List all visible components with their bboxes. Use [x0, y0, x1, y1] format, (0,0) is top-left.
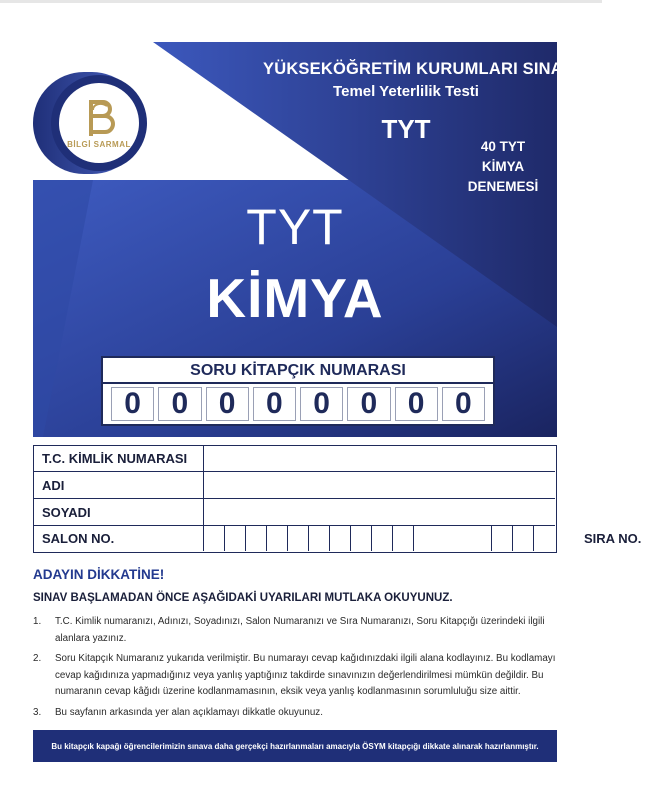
- instruction-number: 3.: [33, 706, 42, 718]
- salon-cell[interactable]: [267, 526, 288, 551]
- booklet-digit: 0: [253, 387, 296, 421]
- surname-label: SOYADI: [34, 499, 204, 525]
- deneme-line-3: DENEMESİ: [467, 179, 539, 194]
- booklet-digit: 0: [347, 387, 390, 421]
- salon-cells: [204, 526, 414, 551]
- sira-cell[interactable]: [492, 526, 513, 551]
- top-divider: [0, 0, 602, 3]
- instruction-list: [33, 614, 563, 725]
- booklet-digit: 0: [206, 387, 249, 421]
- salon-cell[interactable]: [288, 526, 309, 551]
- instruction-number: 1.: [33, 616, 42, 627]
- salon-row: [34, 526, 642, 551]
- booklet-number-title: SORU KİTAPÇIK NUMARASI: [103, 358, 493, 384]
- cover-header: [33, 42, 578, 437]
- sira-label: SIRA NO.: [584, 531, 642, 546]
- subject-title: KİMYA: [206, 267, 384, 329]
- salon-sira-field: [204, 526, 642, 551]
- sira-cell[interactable]: [534, 526, 555, 551]
- logo-text: BİLGİ SARMAL: [67, 139, 131, 149]
- exam-title: YÜKSEKÖĞRETİM KURUMLARI SINAVI: [263, 60, 578, 78]
- booklet-digit: 0: [111, 387, 154, 421]
- attention-heading: ADAYIN DİKKATİNE!: [33, 567, 165, 582]
- salon-cell[interactable]: [204, 526, 225, 551]
- salon-cell[interactable]: [309, 526, 330, 551]
- tc-row: [34, 446, 555, 472]
- tc-field[interactable]: [204, 446, 555, 471]
- warning-heading: SINAV BAŞLAMADAN ÖNCE AŞAĞIDAKİ UYARILARI MUTLAKA OKUYUNUZ.: [33, 592, 453, 604]
- salon-cell[interactable]: [225, 526, 246, 551]
- exam-code: TYT: [381, 114, 431, 144]
- salon-cell[interactable]: [330, 526, 351, 551]
- instruction-text: T.C. Kimlik numaranızı, Adınızı, Soyadınızı, Salon Numaranızı ve Sıra Numaranızı, Soru Kitapçığı üzerindeki ilgili alanlara yazınız.: [55, 616, 545, 644]
- deneme-line-1: 40 TYT: [480, 139, 526, 154]
- instruction-item: [33, 614, 563, 647]
- salon-cell[interactable]: [372, 526, 393, 551]
- surname-row: [34, 499, 555, 526]
- instruction-item: [33, 705, 563, 722]
- booklet-digit: 0: [395, 387, 438, 421]
- name-field[interactable]: [204, 472, 555, 498]
- footer-note: Bu kitapçık kapağı öğrencilerimizin sınava daha gerçekçi hazırlanmaları amacıyla ÖSYM kitapçığı dikkate alınarak hazırlanmıştır.: [33, 730, 557, 762]
- name-label: ADI: [34, 472, 204, 498]
- booklet-digit: 0: [158, 387, 201, 421]
- instruction-number: 2.: [33, 653, 42, 664]
- booklet-number-box: [101, 356, 495, 426]
- instruction-text: Soru Kitapçık Numaranız yukarıda verilmiştir. Bu numarayı cevap kağıdınızdaki ilgili alana kodlayınız. Bu kodlamayı cevap kağıdınıza yapmadığınız veya yanlış yaptığınız takdirde sınavınızın değerlendirilmesi mümkün değildir. Bu numaranın cevap kâğıdı üzerine kodlanmamasının, eksik veya yanlış kodlanmasının sorumluluğu size aittir.: [55, 653, 556, 697]
- instruction-text: Bu sayfanın arkasında yer alan açıklamayı dikkatle okuyunuz.: [55, 706, 323, 718]
- deneme-label: [453, 137, 553, 197]
- surname-field[interactable]: [204, 499, 555, 525]
- tc-label: T.C. KİMLİK NUMARASI: [34, 446, 204, 471]
- big-exam-code: TYT: [246, 199, 344, 255]
- salon-cell[interactable]: [393, 526, 414, 551]
- instruction-item: [33, 651, 563, 701]
- sira-cells: [491, 526, 555, 551]
- sira-cell[interactable]: [513, 526, 534, 551]
- candidate-info-table: [33, 445, 642, 553]
- bilgi-sarmal-logo-icon: [81, 98, 117, 138]
- salon-label: SALON NO.: [34, 526, 204, 551]
- salon-cell[interactable]: [246, 526, 267, 551]
- exam-subtitle: Temel Yeterlilik Testi: [333, 83, 479, 100]
- booklet-digits: [103, 384, 493, 424]
- booklet-digit: 0: [300, 387, 343, 421]
- publisher-logo: [51, 75, 147, 171]
- salon-cell[interactable]: [351, 526, 372, 551]
- name-row: [34, 472, 555, 499]
- deneme-line-2: KİMYA: [481, 159, 525, 174]
- booklet-digit: 0: [442, 387, 485, 421]
